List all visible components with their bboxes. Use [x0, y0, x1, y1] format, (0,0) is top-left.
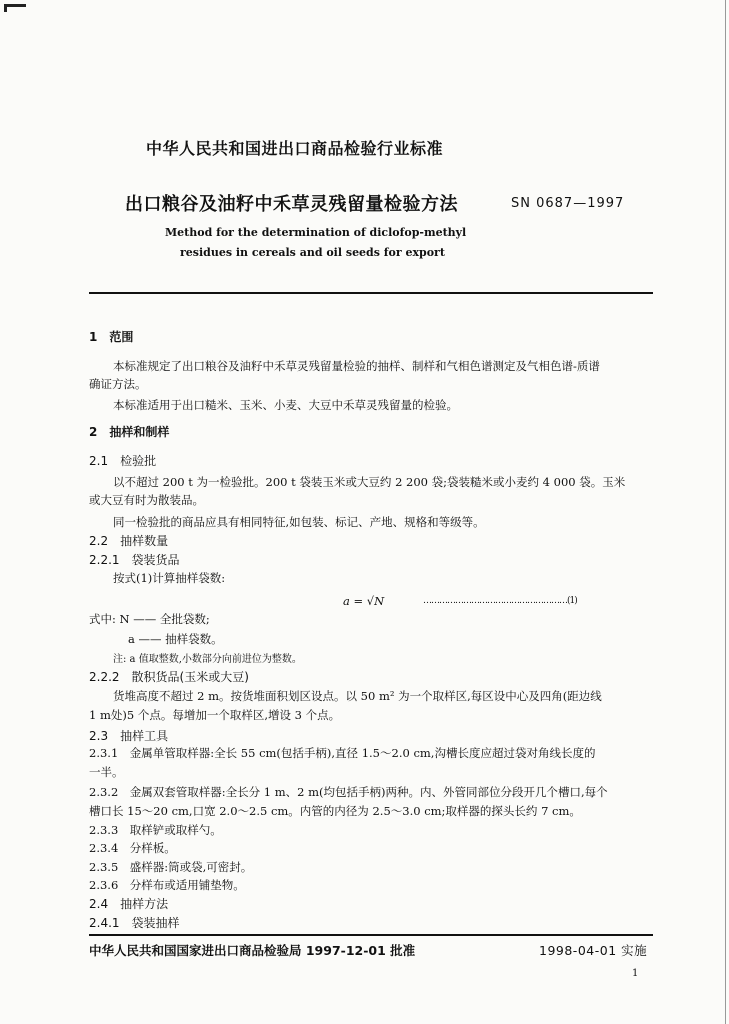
paragraph-line: 或大豆有时为散装品。	[89, 493, 204, 507]
formula-where-line: a —— 抽样袋数。	[128, 632, 223, 646]
paragraph-line: 2.3.1 金属单管取样器:全长 55 cm(包括手柄),直径 1.5～2.0 cm,沟槽长度应超过袋对角线长度的	[89, 746, 596, 760]
paragraph-line: 本标准适用于出口糙米、玉米、小麦、大豆中禾草灵残留量的检验。	[113, 398, 458, 412]
standard-title-en-line1: Method for the determination of diclofop-methyl	[165, 226, 467, 239]
formula-number: ………………………………………………(1)	[423, 596, 577, 606]
formula-where-line: 式中: N —— 全批袋数;	[89, 612, 210, 626]
standard-title-cn: 出口粮谷及油籽中禾草灵残留量检验方法	[125, 194, 458, 215]
footer-issuer: 中华人民共和国国家进出口商品检验局 1997-12-01 批准	[89, 943, 416, 958]
subsection-heading: 2.3 抽样工具	[89, 729, 169, 743]
section-heading: 2 抽样和制样	[89, 425, 170, 439]
paragraph-line: 按式(1)计算抽样袋数:	[113, 571, 226, 585]
subsection-heading: 2.1 检验批	[89, 454, 157, 468]
footer-effective-date: 1998-04-01 实施	[539, 943, 648, 958]
paragraph-line: 货堆高度不超过 2 m。按货堆面积划区设点。以 50 m² 为一个取样区,每区设中心及四角(距边线	[113, 689, 602, 703]
industry-standard-title: 中华人民共和国进出口商品检验行业标准	[146, 139, 444, 158]
subsection-heading: 2.4 抽样方法	[89, 897, 169, 911]
paragraph-line: 以不超过 200 t 为一检验批。200 t 袋装玉米或大豆约 2 200 袋;袋装糙米或小麦约 4 000 袋。玉米	[113, 475, 626, 489]
subsection-heading: 2.2.2 散积货品(玉米或大豆)	[89, 670, 249, 684]
paragraph-line: 2.3.5 盛样器:筒或袋,可密封。	[89, 860, 253, 874]
scan-corner-mark	[4, 4, 26, 7]
subsection-heading: 2.2 抽样数量	[89, 534, 169, 548]
note: 注: a 值取整数,小数部分向前进位为整数。	[113, 654, 302, 665]
paragraph-line: 2.3.2 金属双套管取样器:全长分 1 m、2 m(均包括手柄)两种。内、外管同部位分段开几个槽口,每个	[89, 785, 608, 799]
subsection-heading: 2.2.1 袋装货品	[89, 553, 180, 567]
footer-rule	[89, 934, 653, 936]
scan-edge-line	[725, 0, 726, 1024]
paragraph-line: 确证方法。	[89, 377, 147, 391]
paragraph-line: 2.3.6 分样布或适用铺垫物。	[89, 878, 245, 892]
scan-corner-mark	[4, 4, 7, 12]
header-rule	[89, 292, 653, 294]
paragraph-line: 2.3.3 取样铲或取样勺。	[89, 823, 222, 837]
section-heading: 1 范围	[89, 330, 134, 344]
paragraph-line: 槽口长 15～20 cm,口宽 2.0～2.5 cm。内管的内径为 2.5～3.0 cm;取样器的探头长约 7 cm。	[89, 804, 581, 818]
paragraph-line: 一半。	[89, 765, 124, 779]
paragraph-line: 2.3.4 分样板。	[89, 841, 176, 855]
paragraph-line: 同一检验批的商品应具有相同特征,如包装、标记、产地、规格和等级等。	[113, 515, 485, 529]
subsection-heading: 2.4.1 袋装抽样	[89, 916, 180, 930]
standard-title-en-line2: residues in cereals and oil seeds for export	[180, 246, 445, 259]
page-number: 1	[632, 968, 639, 979]
paragraph-line: 本标准规定了出口粮谷及油籽中禾草灵残留量检验的抽样、制样和气相色谱测定及气相色谱-质谱	[113, 359, 600, 373]
standard-code: SN 0687—1997	[511, 196, 625, 211]
paragraph-line: 1 m处)5 个点。每增加一个取样区,增设 3 个点。	[89, 708, 341, 722]
formula: a = √N	[343, 594, 385, 608]
